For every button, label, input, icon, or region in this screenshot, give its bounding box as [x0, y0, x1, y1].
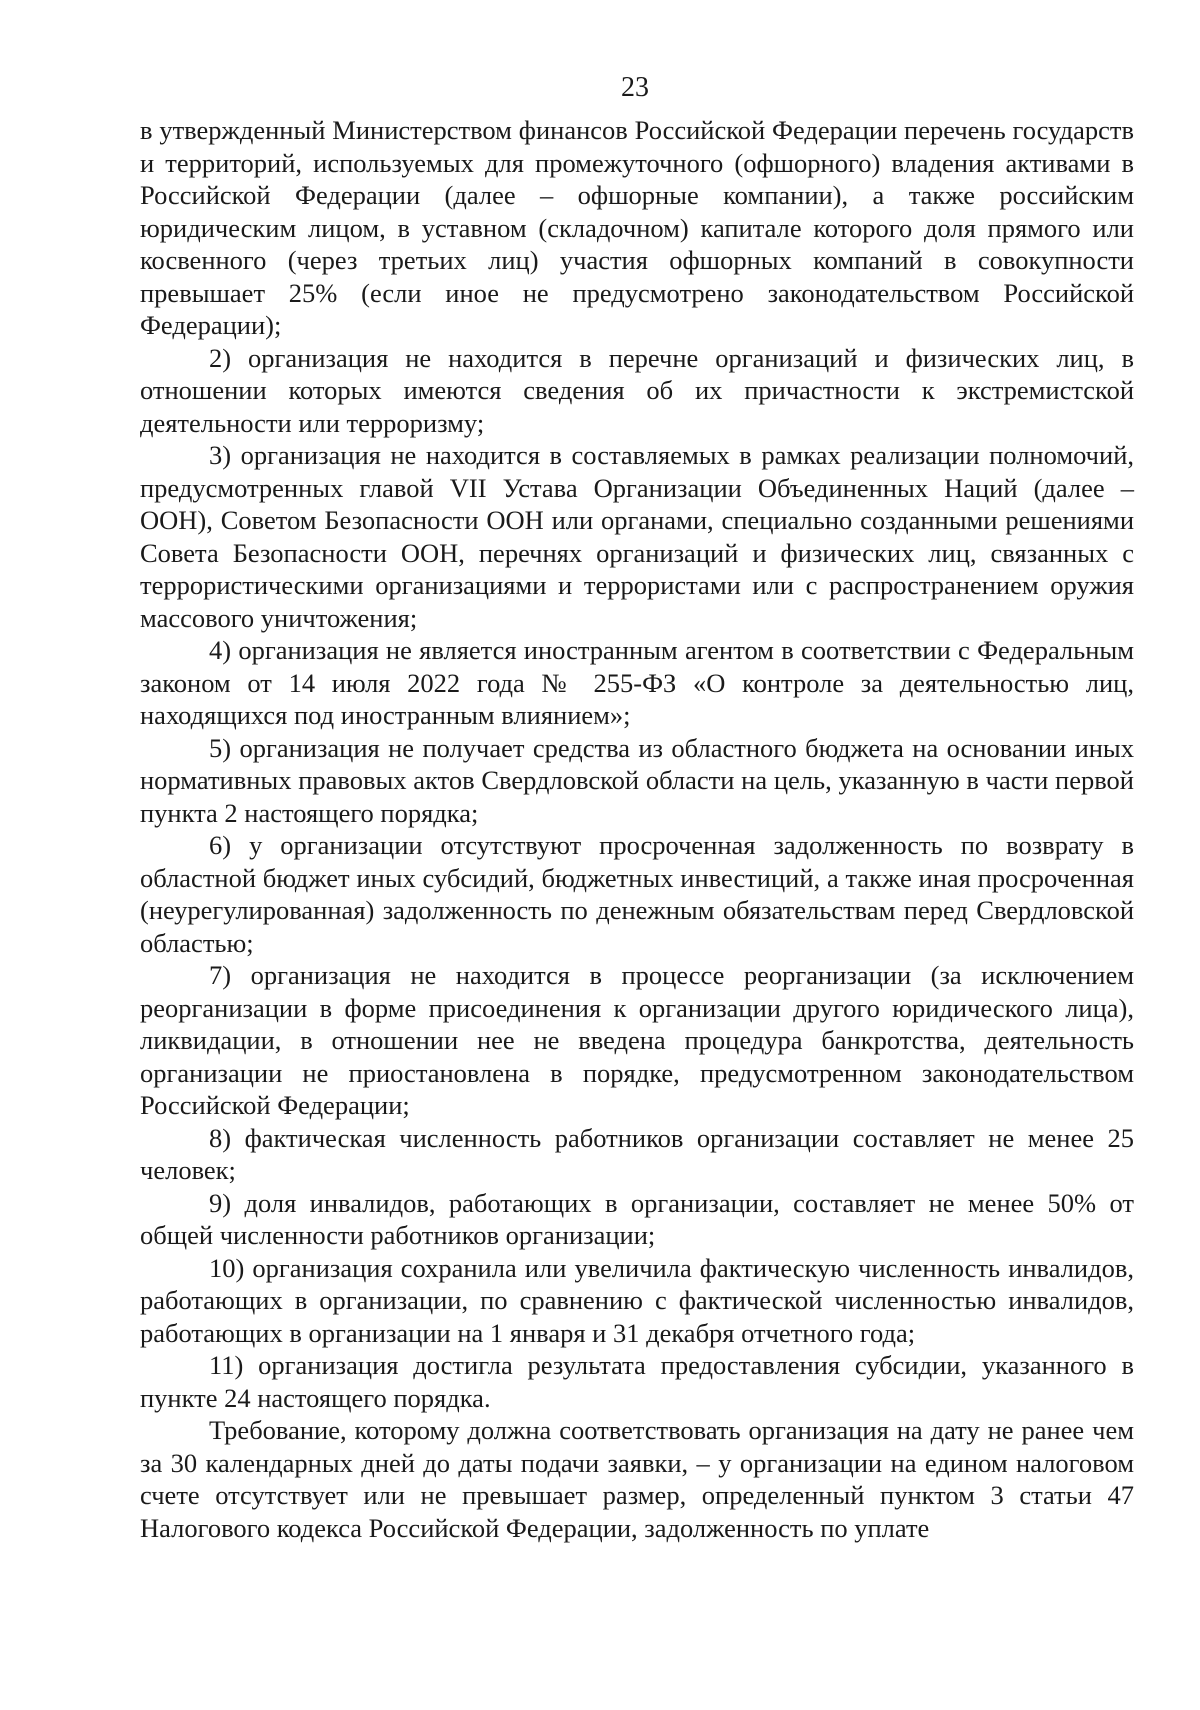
paragraph-item-11: 11) организация достигла результата предоставления субсидии, указанного в пункте 24 настоящего порядка.: [140, 1350, 1134, 1413]
paragraph-item-2: 2) организация не находится в перечне организаций и физических лиц, в отношении которых имеются сведения об их причастности к экстремистской деятельности или терроризму;: [140, 342, 1134, 438]
paragraph-item-3: 3) организация не находится в составляемых в рамках реализации полномочий, предусмотренных главой VII Устава Организации Объединенных Наций (далее – ООН), Советом Безопасности ООН или органами, специально созданными решениями Совета Безопасности ООН, перечнях организаций и физических лиц, связанных с террористическими организациями и террористами или с распространением оружия массового уничтожения;: [140, 440, 1134, 633]
paragraph-item-6: 6) у организации отсутствуют просроченная задолженность по возврату в областной бюджет иных субсидий, бюджетных инвестиций, а также иная просроченная (неурегулированная) задолженность по денежным обязательствам перед Свердловской областью;: [140, 830, 1134, 958]
paragraph-requirement: Требование, которому должна соответствовать организация на дату не ранее чем за 30 календарных дней до даты подачи заявки, – у организации на едином налоговом счете отсутствует или не превышает размер, определенный пунктом 3 статьи 47 Налогового кодекса Российской Федерации, задолженность по уплате: [140, 1415, 1134, 1543]
paragraph-item-8: 8) фактическая численность работников организации составляет не менее 25 человек;: [140, 1122, 1134, 1185]
paragraph-item-5: 5) организация не получает средства из областного бюджета на основании иных нормативных правовых актов Свердловской области на цель, указанную в части первой пункта 2 настоящего порядка;: [140, 732, 1134, 828]
document-body: [140, 114, 1134, 1544]
paragraph-item-7: 7) организация не находится в процессе реорганизации (за исключением реорганизации в форме присоединения к организации другого юридического лица), ликвидации, в отношении нее не введена процедура банкротства, деятельность организации не приостановлена в порядке, предусмотренном законодательством Российской Федерации;: [140, 960, 1134, 1120]
paragraph-continuation: в утвержденный Министерством финансов Российской Федерации перечень государств и территорий, используемых для промежуточного (офшорного) владения активами в Российской Федерации (далее – офшорные компании), а также российским юридическим лицом, в уставном (складочном) капитале которого доля прямого или косвенного (через третьих лиц) участия офшорных компаний в совокупности превышает 25% (если иное не предусмотрено законодательством Российской Федерации);: [140, 115, 1134, 340]
page-number: 23: [621, 72, 649, 103]
paragraph-item-9: 9) доля инвалидов, работающих в организации, составляет не менее 50% от общей численности работников организации;: [140, 1187, 1134, 1250]
paragraph-item-10: 10) организация сохранила или увеличила фактическую численность инвалидов, работающих в организации, по сравнению с фактической численностью инвалидов, работающих в организации на 1 января и 31 декабря отчетного года;: [140, 1252, 1134, 1348]
paragraph-item-4: 4) организация не является иностранным агентом в соответствии с Федеральным законом от 14 июля 2022 года № 255-ФЗ «О контроле за деятельностью лиц, находящихся под иностранным влиянием»;: [140, 635, 1134, 730]
